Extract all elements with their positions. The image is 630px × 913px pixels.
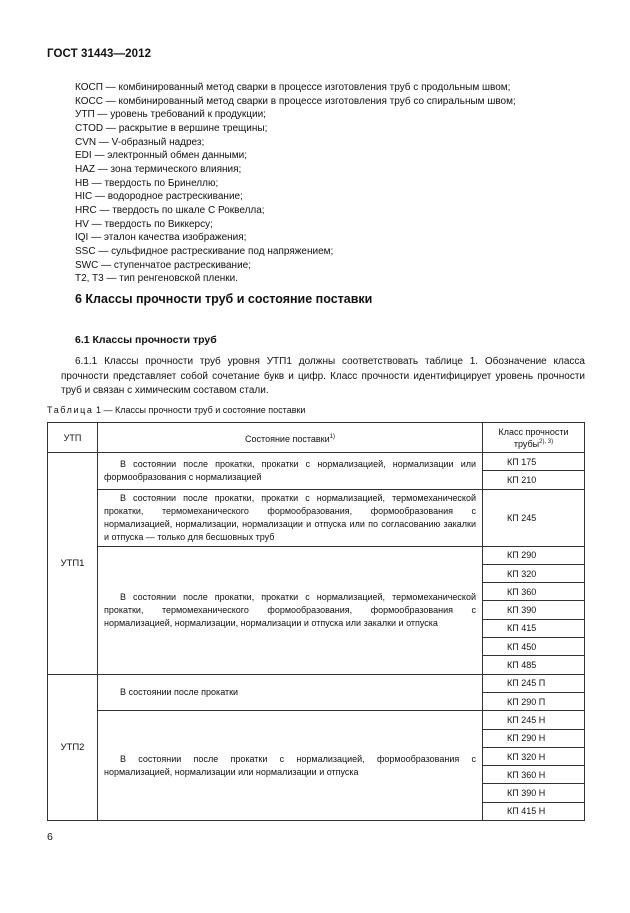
abbreviation-item: CTOD — раскрытие в вершине трещины; <box>75 122 268 134</box>
subsection-title: 6.1 Классы прочности труб <box>75 334 217 346</box>
strength-class-cell: КП 360 <box>483 583 585 601</box>
strength-class-cell: КП 360 Н <box>483 766 585 784</box>
table-header-row <box>48 423 585 453</box>
abbreviation-item: HIC — водородное растрескивание; <box>75 191 243 203</box>
table-row <box>48 489 585 546</box>
strength-class-cell: КП 290 Н <box>483 729 585 747</box>
section-title: 6 Классы прочности труб и состояние поставки <box>75 292 373 306</box>
strength-class-cell: КП 320 Н <box>483 747 585 765</box>
strength-class-cell: КП 485 <box>483 656 585 674</box>
strength-class-cell: КП 450 <box>483 638 585 656</box>
delivery-state-cell: В состоянии после прокатки, прокатки с нормализацией, термомеханической прокатки, термомеханического формообразования, формообразования с нормализацией, нормализации, нормализации и отпуска или по согласованию закалки и отпуска — только для бесшовных труб <box>98 489 483 546</box>
strength-classes-table <box>47 422 585 821</box>
abbreviation-item: УТП — уровень требований к продукции; <box>75 109 266 121</box>
strength-class-cell: КП 245 П <box>483 674 585 692</box>
delivery-state-cell: В состоянии после прокатки <box>98 674 483 711</box>
abbreviation-item: КОСП — комбинированный метод сварки в процессе изготовления труб с продольным швом; <box>75 82 511 93</box>
table-caption-label: Таблица <box>47 405 94 415</box>
strength-class-cell: КП 245 <box>483 489 585 546</box>
table-row <box>48 711 585 729</box>
strength-class-cell: КП 415 <box>483 619 585 637</box>
delivery-state-cell: В состоянии после прокатки, прокатки с нормализацией, термомеханической прокатки, термомеханического формообразования, формообразования с нормализацией, нормализации, нормализации и отпуска или закалки и отпуска <box>98 546 483 674</box>
strength-class-cell: КП 390 <box>483 601 585 619</box>
abbreviation-item: HRC — твердость по шкале С Роквелла; <box>75 204 265 216</box>
header-state: Состояние поставки$^{1)}$ <box>98 423 483 453</box>
table-body <box>48 453 585 821</box>
strength-class-cell: КП 210 <box>483 471 585 489</box>
abbreviation-item: EDI — электронный обмен данными; <box>75 150 247 162</box>
abbreviation-item: CVN — V-образный надрез; <box>75 136 205 148</box>
abbreviation-item: HAZ — зона термического влияния; <box>75 163 242 175</box>
table-caption-text: 1 — Классы прочности труб и состояние поставки <box>93 405 306 415</box>
header-utp: УТП <box>48 423 98 453</box>
strength-class-cell: КП 245 Н <box>483 711 585 729</box>
table-caption <box>47 405 305 415</box>
strength-class-cell: КП 290 <box>483 546 585 564</box>
abbreviation-item: IQI — эталон качества изображения; <box>75 232 247 244</box>
abbreviation-item: SSC — сульфидное растрескивание под напряжением; <box>75 245 334 257</box>
strength-class-cell: КП 175 <box>483 453 585 471</box>
strength-class-cell: КП 320 <box>483 564 585 582</box>
strength-class-cell: КП 290 П <box>483 692 585 710</box>
abbreviation-item: КОСС — комбинированный метод сварки в процессе изготовления труб со спиральным швом; <box>75 95 516 107</box>
table-row <box>48 453 585 471</box>
header-class: Класс прочности трубы$^{2), 3)}$ <box>483 423 585 453</box>
utp-level-cell: УТП2 <box>48 674 98 820</box>
abbreviation-item: HV — твердость по Виккерсу; <box>75 218 213 230</box>
document-header: ГОСТ 31443—2012 <box>47 48 152 60</box>
abbreviation-item: HB — твердость по Бринеллю; <box>75 177 219 189</box>
table-row <box>48 674 585 692</box>
body-paragraph: 6.1.1 Классы прочности труб уровня УТП1 должны соответствовать таблице 1. Обозначение класса прочности представляет собой сочетание букв и цифр. Класс прочности идентифицирует уровень прочности труб и связан с химическим составом стали. <box>61 356 585 396</box>
abbreviation-item: T2, T3 — тип ренгеновской пленки. <box>75 273 239 285</box>
strength-class-cell: КП 415 Н <box>483 802 585 820</box>
abbreviation-item: SWC — ступенчатое растрескивание; <box>75 259 251 271</box>
strength-class-cell: КП 390 Н <box>483 784 585 802</box>
delivery-state-cell: В состоянии после прокатки с нормализацией, формообразования с нормализацией, нормализации или нормализации и отпуска <box>98 711 483 821</box>
table-row <box>48 546 585 564</box>
page-number: 6 <box>47 831 53 843</box>
abbreviation-list <box>75 81 595 286</box>
utp-level-cell: УТП1 <box>48 453 98 675</box>
delivery-state-cell: В состоянии после прокатки, прокатки с нормализацией, нормализации или формообразования с нормализацией <box>98 453 483 490</box>
